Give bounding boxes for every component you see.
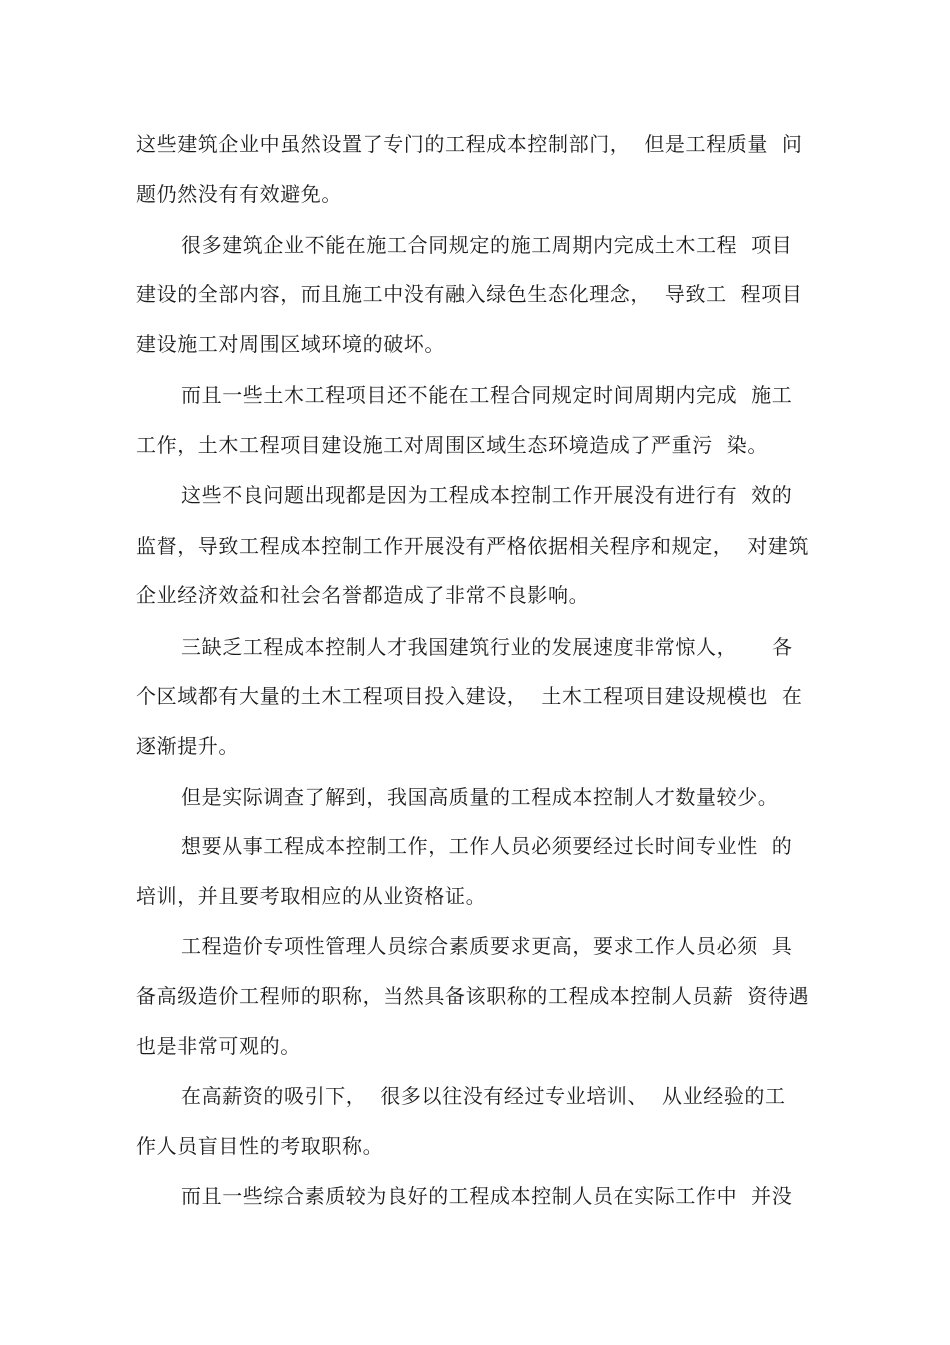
text-line: 企业经济效益和社会名誉都造成了非常不良影响。 <box>136 583 590 607</box>
text-line: 个区域都有大量的土木工程项目投入建设， 土木工程项目建设规模也 在 <box>136 684 803 708</box>
text-line: 工程造价专项性管理人员综合素质要求更高，要求工作人员必须 具 <box>181 934 793 958</box>
text-line: 三缺乏工程成本控制人才我国建筑行业的发展速度非常惊人， 各 <box>181 635 793 659</box>
text-line: 想要从事工程成本控制工作，工作人员必须要经过长时间专业性 的 <box>181 834 793 858</box>
text-line: 在高薪资的吸引下， 很多以往没有经过专业培训、 从业经验的工 <box>181 1084 786 1108</box>
text-line: 而且一些综合素质较为良好的工程成本控制人员在实际工作中 并没 <box>181 1184 793 1208</box>
text-line: 也是非常可观的。 <box>136 1034 301 1058</box>
text-line: 逐渐提升。 <box>136 734 239 758</box>
text-line: 监督，导致工程成本控制工作开展没有严格依据相关程序和规定， 对建筑 <box>136 534 810 558</box>
text-line: 工作，土木工程项目建设施工对周围区域生态环境造成了严重污 染。 <box>136 433 768 457</box>
text-line: 建设的全部内容，而且施工中没有融入绿色生态化理念， 导致工 程项目 <box>136 282 803 306</box>
text-line: 但是实际调查了解到，我国高质量的工程成本控制人才数量较少。 <box>181 785 779 809</box>
text-line: 建设施工对周围区域环境的破坏。 <box>136 332 445 356</box>
text-line: 而且一些土木工程项目还不能在工程合同规定时间周期内完成 施工 <box>181 383 793 407</box>
text-line: 作人员盲目性的考取职称。 <box>136 1134 384 1158</box>
text-line: 这些不良问题出现都是因为工程成本控制工作开展没有进行有 效的 <box>181 483 793 507</box>
text-line: 这些建筑企业中虽然设置了专门的工程成本控制部门， 但是工程质量 问 <box>136 132 803 156</box>
text-line: 培训，并且要考取相应的从业资格证。 <box>136 884 487 908</box>
text-line: 题仍然没有有效避免。 <box>136 182 342 206</box>
text-line: 备高级造价工程师的职称，当然具备该职称的工程成本控制人员薪 资待遇 <box>136 984 810 1008</box>
text-line: 很多建筑企业不能在施工合同规定的施工周期内完成土木工程 项目 <box>181 233 793 257</box>
